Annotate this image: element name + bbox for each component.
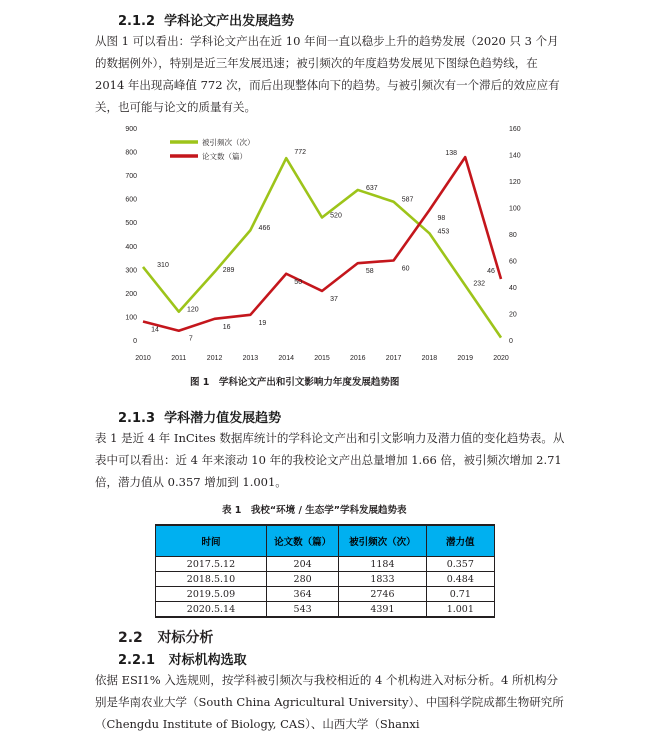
data-label: 120 [186,306,199,314]
y-left-tick-label: 900 [125,126,137,133]
data-label: 50 [294,278,303,286]
cell-potential: 0.484 [426,572,494,587]
cell-papers: 280 [266,572,338,587]
body-paragraph: 从图 1 可以看出：学科论文产出在近 10 年间一直以稳步上升的趋势发展（2020 只 3 个月的数据例外），特别是近三年发展迅速；被引频次的年度趋势发展见下图绿色趋势线，在 2014 年出现高峰值 772 次，而后出现整体向下的趋势。与被引频次有一个滞后的效应应有关，也可能与论文的质量有关。 [95,34,560,114]
trend-table [155,524,495,618]
table-row [156,557,495,572]
cell-potential: 1.001 [426,602,494,618]
x-tick-label: 2010 [135,355,151,362]
data-label: 46 [487,268,495,276]
y-left-tick-label: 600 [125,196,137,204]
cell-time: 2019.5.09 [156,587,267,602]
y-left-tick-label: 300 [125,267,137,275]
x-tick-label: 2017 [385,355,402,362]
col-header-citations: 被引频次（次） [339,525,426,557]
cell-citations: 1184 [339,557,426,572]
data-label: 587 [401,196,414,204]
data-label: 138 [445,150,458,158]
table-row [156,572,495,587]
y-right-tick-label: 20 [509,311,517,319]
section-heading-benchmark [118,627,213,647]
cell-time: 2020.5.14 [156,602,267,618]
col-header-potential: 潜力值 [426,525,494,557]
data-label: 14 [151,326,159,334]
x-tick-label: 2016 [350,355,366,362]
section-number: 2.1.2 [118,14,156,29]
data-label: 16 [222,323,231,331]
figure-caption: 图 1 学科论文产出和引文影响力年度发展趋势图 [190,377,400,388]
legend-label: 论文数（篇） [202,152,247,161]
cell-citations: 4391 [339,602,426,618]
data-label: 19 [258,319,267,327]
col-header-papers: 论文数（篇） [266,525,338,557]
data-label: 453 [437,228,450,236]
y-left-tick-label: 0 [133,338,137,345]
section-heading [118,10,294,29]
cell-time: 2017.5.12 [156,557,267,572]
x-tick-label: 2015 [314,355,330,362]
data-label: 58 [365,268,374,276]
x-tick-label: 2013 [242,355,259,362]
y-left-tick-label: 800 [125,149,137,157]
data-label: 232 [473,280,486,288]
trend-chart [110,120,550,370]
y-left-tick-label: 400 [125,243,137,251]
y-right-tick-label: 60 [509,258,517,266]
cell-papers: 543 [266,602,338,618]
section-number: 2.2.1 [118,653,156,668]
x-tick-label: 2012 [206,355,223,362]
x-tick-label: 2018 [421,355,438,362]
y-right-tick-label: 160 [509,126,521,133]
subsection-heading [118,649,247,668]
table-row [156,602,495,618]
data-label: 98 [437,215,446,223]
section-title: 对标分析 [157,630,214,646]
section-heading-potential [118,407,281,426]
col-header-time: 时间 [156,525,267,557]
series-line-1 [143,157,501,334]
data-label: 60 [401,265,410,273]
section-title: 学科潜力值发展趋势 [164,411,282,426]
body-paragraph-potential: 表 1 是近 4 年 InCites 数据库统计的学科论文产出和引文影响力及潜力值的变化趋势表。从表中可以看出：近 4 年来滚动 10 年的我校论文产出总量增加 1.66 倍，被引频次增加 2.71 倍，潜力值从 0.357 增加到 1.001。 [95,431,565,489]
cell-potential: 0.71 [426,587,494,602]
y-left-tick-label: 200 [125,290,137,298]
cell-citations: 1833 [339,572,426,587]
section-title: 对标机构选取 [168,653,247,668]
y-right-tick-label: 120 [509,179,521,186]
cell-papers: 364 [266,587,338,602]
y-left-tick-label: 700 [125,173,137,181]
x-tick-label: 2020 [493,355,509,362]
y-right-tick-label: 40 [509,285,517,292]
section-number: 2.1.3 [118,411,156,426]
data-label: 772 [294,149,307,157]
y-right-tick-label: 140 [509,152,521,160]
cell-time: 2018.5.10 [156,572,267,587]
section-number: 2.2 [118,630,143,646]
x-tick-label: 2014 [278,355,294,362]
y-left-tick-label: 100 [125,314,137,322]
table-caption: 表 1 我校“环境 / 生态学”学科发展趋势表 [222,505,407,516]
data-label: 289 [222,266,235,274]
data-label: 466 [258,225,271,233]
data-label: 637 [365,184,378,192]
data-label: 7 [188,335,193,343]
x-tick-label: 2011 [171,355,187,362]
y-right-tick-label: 80 [509,232,517,239]
data-label: 520 [330,212,342,220]
y-right-tick-label: 100 [509,205,521,213]
section-title: 学科论文产出发展趋势 [164,14,295,29]
cell-citations: 2746 [339,587,426,602]
cell-papers: 204 [266,557,338,572]
table-row [156,587,495,602]
y-right-tick-label: 0 [509,338,513,345]
body-paragraph-benchmark: 依据 ESI1% 入选规则，按学科被引频次与我校相近的 4 个机构进入对标分析。4 所机构分别是华南农业大学（South China Agricultural University）、中国科学院成都生物研究所（Chengdu Institute of Biology, CAS）、山西大学（Shanxi [95,673,564,731]
legend-label: 被引频次（次） [202,138,255,147]
x-tick-label: 2019 [457,355,473,362]
data-label: 310 [157,261,169,269]
y-left-tick-label: 500 [125,220,137,228]
cell-potential: 0.357 [426,557,494,572]
data-label: 37 [330,295,338,303]
